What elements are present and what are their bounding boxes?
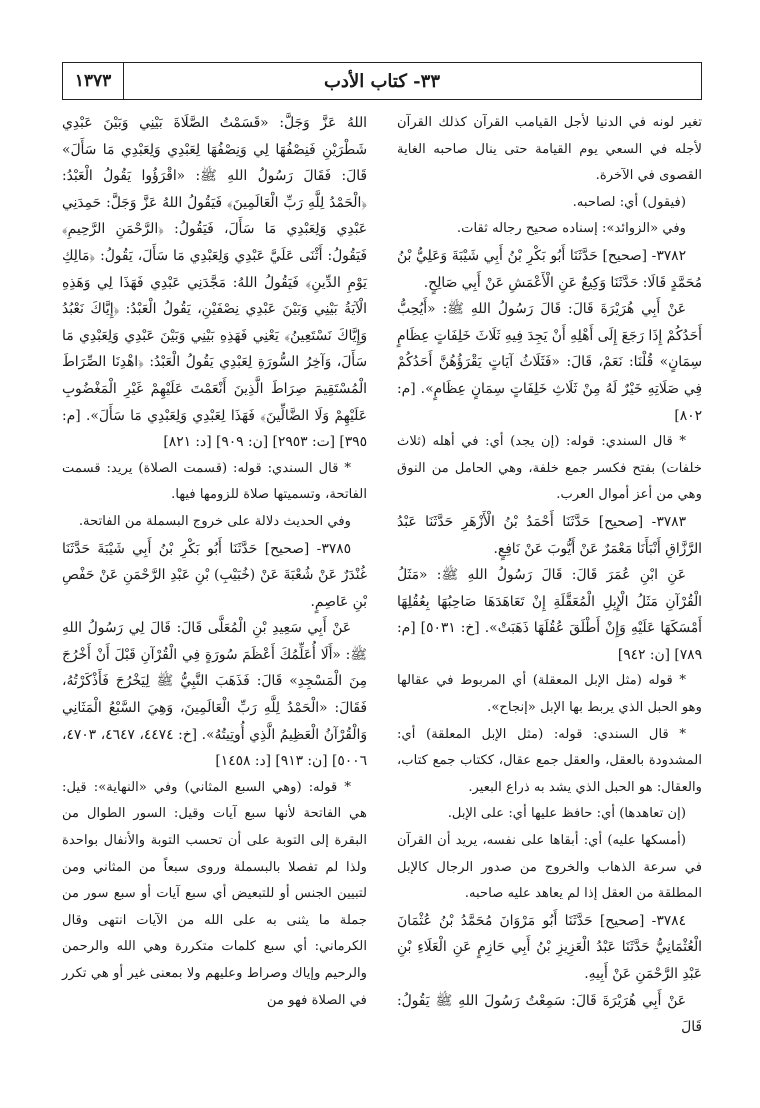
hadith-paragraph: عَنِ ابْنِ عُمَرَ قَالَ: قَالَ رَسُولُ اللهِ ﷺ: «مَثَلُ الْقُرْآنِ مَثَلُ الْإِبِلِ الْمُعَقَّلَةِ إِنْ تَعَاهَدَهَا صَاحِبُهَا بِعُقُلِهَا أَمْسَكَهَا عَلَيْهِ وَإِنْ أَطْلَقَ عُقُلَهَا ذَهَبَتْ». [خ: ٥٠٣١] [م: ٧٨٩] [ن: ٩٤٢] <box>397 567 702 663</box>
hadith-paragraph: ٣٧٨٥- [صحيح] حَدَّثَنَا أَبُو بَكْرِ بْنُ أَبِي شَيْبَةَ حَدَّثَنَا غُنْدَرٌ عَنْ شُعْبَةَ عَنْ (خُبَيْبِ) بْنِ عَبْدِ الرَّحْمَنِ عَنْ حَفْصِ بْنِ عَاصِمٍ. <box>62 540 367 610</box>
hadith-paragraph: ٣٧٨٢- [صحيح] حَدَّثَنَا أَبُو بَكْرِ بْنُ أَبِي شَيْبَةَ وَعَلِيُّ بْنُ مُحَمَّدٍ قَالَا: حَدَّثَنَا وَكِيعٌ عَنِ الْأَعْمَشِ عَنْ أَبِي صَالِحٍ. <box>397 247 702 291</box>
hadith-paragraph: ٣٧٨٣- [صحيح] حَدَّثَنَا أَحْمَدُ بْنُ الْأَزْهَرِ حَدَّثَنَا عَبْدُ الرَّزَّاقِ أَنْبَأَنَا مَعْمَرٌ عَنْ أَيُّوبَ عَنْ نَافِعٍ. <box>397 513 702 557</box>
page-number: ١٣٧٣ <box>63 63 124 99</box>
hadith-paragraph: عَنْ أَبِي هُرَيْرَةَ قَالَ: سَمِعْتُ رَسُولَ اللهِ ﷺ يَقُولُ: قَالَ <box>397 992 702 1036</box>
commentary-paragraph: وفي الحديث دلالة على خروج البسملة من الفاتحة. <box>78 513 351 529</box>
commentary-paragraph: (فيقول) أي: لصاحبه. <box>572 194 686 210</box>
hadith-paragraph: عَنْ أَبِي هُرَيْرَةَ قَالَ: قَالَ رَسُولُ اللهِ ﷺ: «أَيُحِبُّ أَحَدُكُمْ إِذَا رَجَعَ إِلَى أَهْلِهِ أَنْ يَجِدَ فِيهِ ثَلَاثَ خَلِفَاتٍ عِظَامٍ سِمَانٍ» قُلْنَا: نَعَمْ، قَالَ: «فَثَلَاثُ آيَاتٍ يَقْرَؤُهُنَّ أَحَدُكُمْ فِي صَلَاتِهِ خَيْرٌ لَهُ مِنْ ثَلَاثِ خَلِفَاتٍ سِمَانٍ عِظَامٍ». [م: ٨٠٢] <box>397 301 702 424</box>
commentary-paragraph: * قال السندي: قوله: (قسمت الصلاة) يريد: قسمت الفاتحة، وتسميتها صلاة للزومها فيها. <box>62 460 367 503</box>
commentary-paragraph: * قوله: (وهي السبع المثاني) وفي «النهاية»: قيل: هي الفاتحة لأنها سبع آيات وقيل: السور الطوال من البقرة إلى التوبة على أن تحسب التوبة والأنفال بواحدة ولذا لم تفصلا بالبسملة وروى سبعاً من المثاني ومن لتبيين الجنس أو للتبعيض أي سبع آيات أو سبع سور من جملة ما يثنى به على الله من الآيات انتهى وقال الكرماني: أي سبع كلمات متكررة وهي الله والرحمن والرحيم وإياك وصراط وعليهم ولا بمعنى غير أو هي تكرر في الصلاة فهو من <box>62 779 367 1008</box>
commentary-paragraph: * قوله (مثل الإبل المعقلة) أي المربوط في عقالها وهو الحبل الذي يربط بها الإبل «إنجاح». <box>397 673 702 716</box>
left-column <box>62 110 367 1092</box>
hadith-paragraph: ٣٧٨٤- [صحيح] حَدَّثَنَا أَبُو مَرْوَانَ مُحَمَّدُ بْنُ عُثْمَانَ الْعُثْمَانِيُّ حَدَّثَنَا عَبْدُ الْعَزِيزِ بْنُ أَبِي حَازِمٍ عَنِ الْعَلَاءِ بْنِ عَبْدِ الرَّحْمَنِ عَنْ أَبِيهِ. <box>397 912 702 982</box>
text-columns <box>62 110 702 1092</box>
chapter-title: ٣٣- كتاب الأدب <box>323 70 440 92</box>
column-gap <box>367 110 397 1092</box>
running-header <box>62 62 702 100</box>
hadith-paragraph: عَنْ أَبِي سَعِيدِ بْنِ الْمُعَلَّى قَالَ: قَالَ لِي رَسُولُ اللهِ ﷺ: «أَلَا أُعَلِّمُكَ أَعْظَمَ سُورَةٍ فِي الْقُرْآنِ قَبْلَ أَنْ أَخْرُجَ مِنَ الْمَسْجِدِ» قَالَ: فَذَهَبَ النَّبِيُّ ﷺ لِيَخْرُجَ فَأَذْكَرْتُهُ، فَقَالَ: «الْحَمْدُ لِلَّهِ رَبِّ الْعَالَمِينَ، وَهِيَ السَّبْعُ الْمَثَانِي وَالْقُرْآنُ الْعَظِيمُ الَّذِي أُوتِيتُهُ». [خ: ٤٤٧٤، ٤٦٤٧، ٤٧٠٣، ٥٠٠٦] [ن: ٩١٣] [د: ١٤٥٨] <box>62 620 367 770</box>
right-column <box>397 110 702 1092</box>
commentary-paragraph: (أمسكها عليه) أي: أبقاها على نفسه، يريد أن القرآن في سرعة الذهاب والخروج من صدور الرجال كالإبل المطلقة من العقل إذا لم يعاهد عليه صاحبه. <box>397 833 702 902</box>
commentary-paragraph: * قال السندي: قوله: (إن يجد) أي: في أهله (ثلاث خلفات) بفتح فكسر جمع خلفة، وهي الحامل من النوق وهي من أعز أموال العرب. <box>397 434 702 503</box>
commentary-paragraph: (إن تعاهدها) أي: حافظ عليها أي: على الإبل. <box>447 806 686 822</box>
commentary-paragraph: وفي «الزوائد»: إسناده صحيح رجاله ثقات. <box>456 221 686 237</box>
page-frame <box>62 62 702 1092</box>
hadith-paragraph: اللهُ عَزَّ وَجَلَّ: «قَسَمْتُ الصَّلَاةَ بَيْنِي وَبَيْنَ عَبْدِي شَطْرَيْنِ فَنِصْفُهَا لِي وَنِصْفُهَا لِعَبْدِي وَلِعَبْدِي مَا سَأَلَ» قَالَ: فَقَالَ رَسُولُ اللهِ ﷺ: «اقْرَؤُوا يَقُولُ الْعَبْدُ: ﴿الْحَمْدُ لِلَّهِ رَبِّ الْعَالَمِينَ﴾ فَيَقُولُ اللهُ عَزَّ وَجَلَّ: حَمِدَنِي عَبْدِي وَلِعَبْدِي مَا سَأَلَ، فَيَقُولُ: ﴿الرَّحْمَنِ الرَّحِيمِ﴾ فَيَقُولُ: أَثْنَى عَلَيَّ عَبْدِي وَلِعَبْدِي مَا سَأَلَ، يَقُولُ: ﴿مَالِكِ يَوْمِ الدِّينِ﴾ فَيَقُولُ اللهُ: مَجَّدَنِي عَبْدِي فَهَذَا لِي وَهَذِهِ الْآيَةُ بَيْنِي وَبَيْنَ عَبْدِي نِصْفَيْنِ، يَقُولُ الْعَبْدُ: ﴿إِيَّاكَ نَعْبُدُ وَإِيَّاكَ نَسْتَعِينُ﴾ يَعْنِي فَهَذِهِ بَيْنِي وَبَيْنَ عَبْدِي وَلِعَبْدِي مَا سَأَلَ، وَآخِرُ السُّورَةِ لِعَبْدِي يَقُولُ الْعَبْدُ: ﴿اهْدِنَا الصِّرَاطَ الْمُسْتَقِيمَ صِرَاطَ الَّذِينَ أَنْعَمْتَ عَلَيْهِمْ غَيْرِ الْمَغْضُوبِ عَلَيْهِمْ وَلَا الضَّالِّينَ﴾ فَهَذَا لِعَبْدِي وَلِعَبْدِي مَا سَأَلَ». [م: ٣٩٥] [ت: ٢٩٥٣] [ن: ٩٠٩] [د: ٨٢١] <box>62 115 367 451</box>
commentary-paragraph: * قال السندي: قوله: (مثل الإبل المعلقة) أي: المشدودة بالعقل، والعقل جمع عقال، ككتاب جمع كتاب، والعقال: هو الحبل الذي يشد به ذراع البعير. <box>397 726 702 795</box>
commentary-paragraph: تغير لونه في الدنيا لأجل القيامب القرآن كذلك القرآن لأجله في السعي يوم القيامة حتى ينال صاحبه الغاية القصوى في الآخرة. <box>397 115 702 184</box>
